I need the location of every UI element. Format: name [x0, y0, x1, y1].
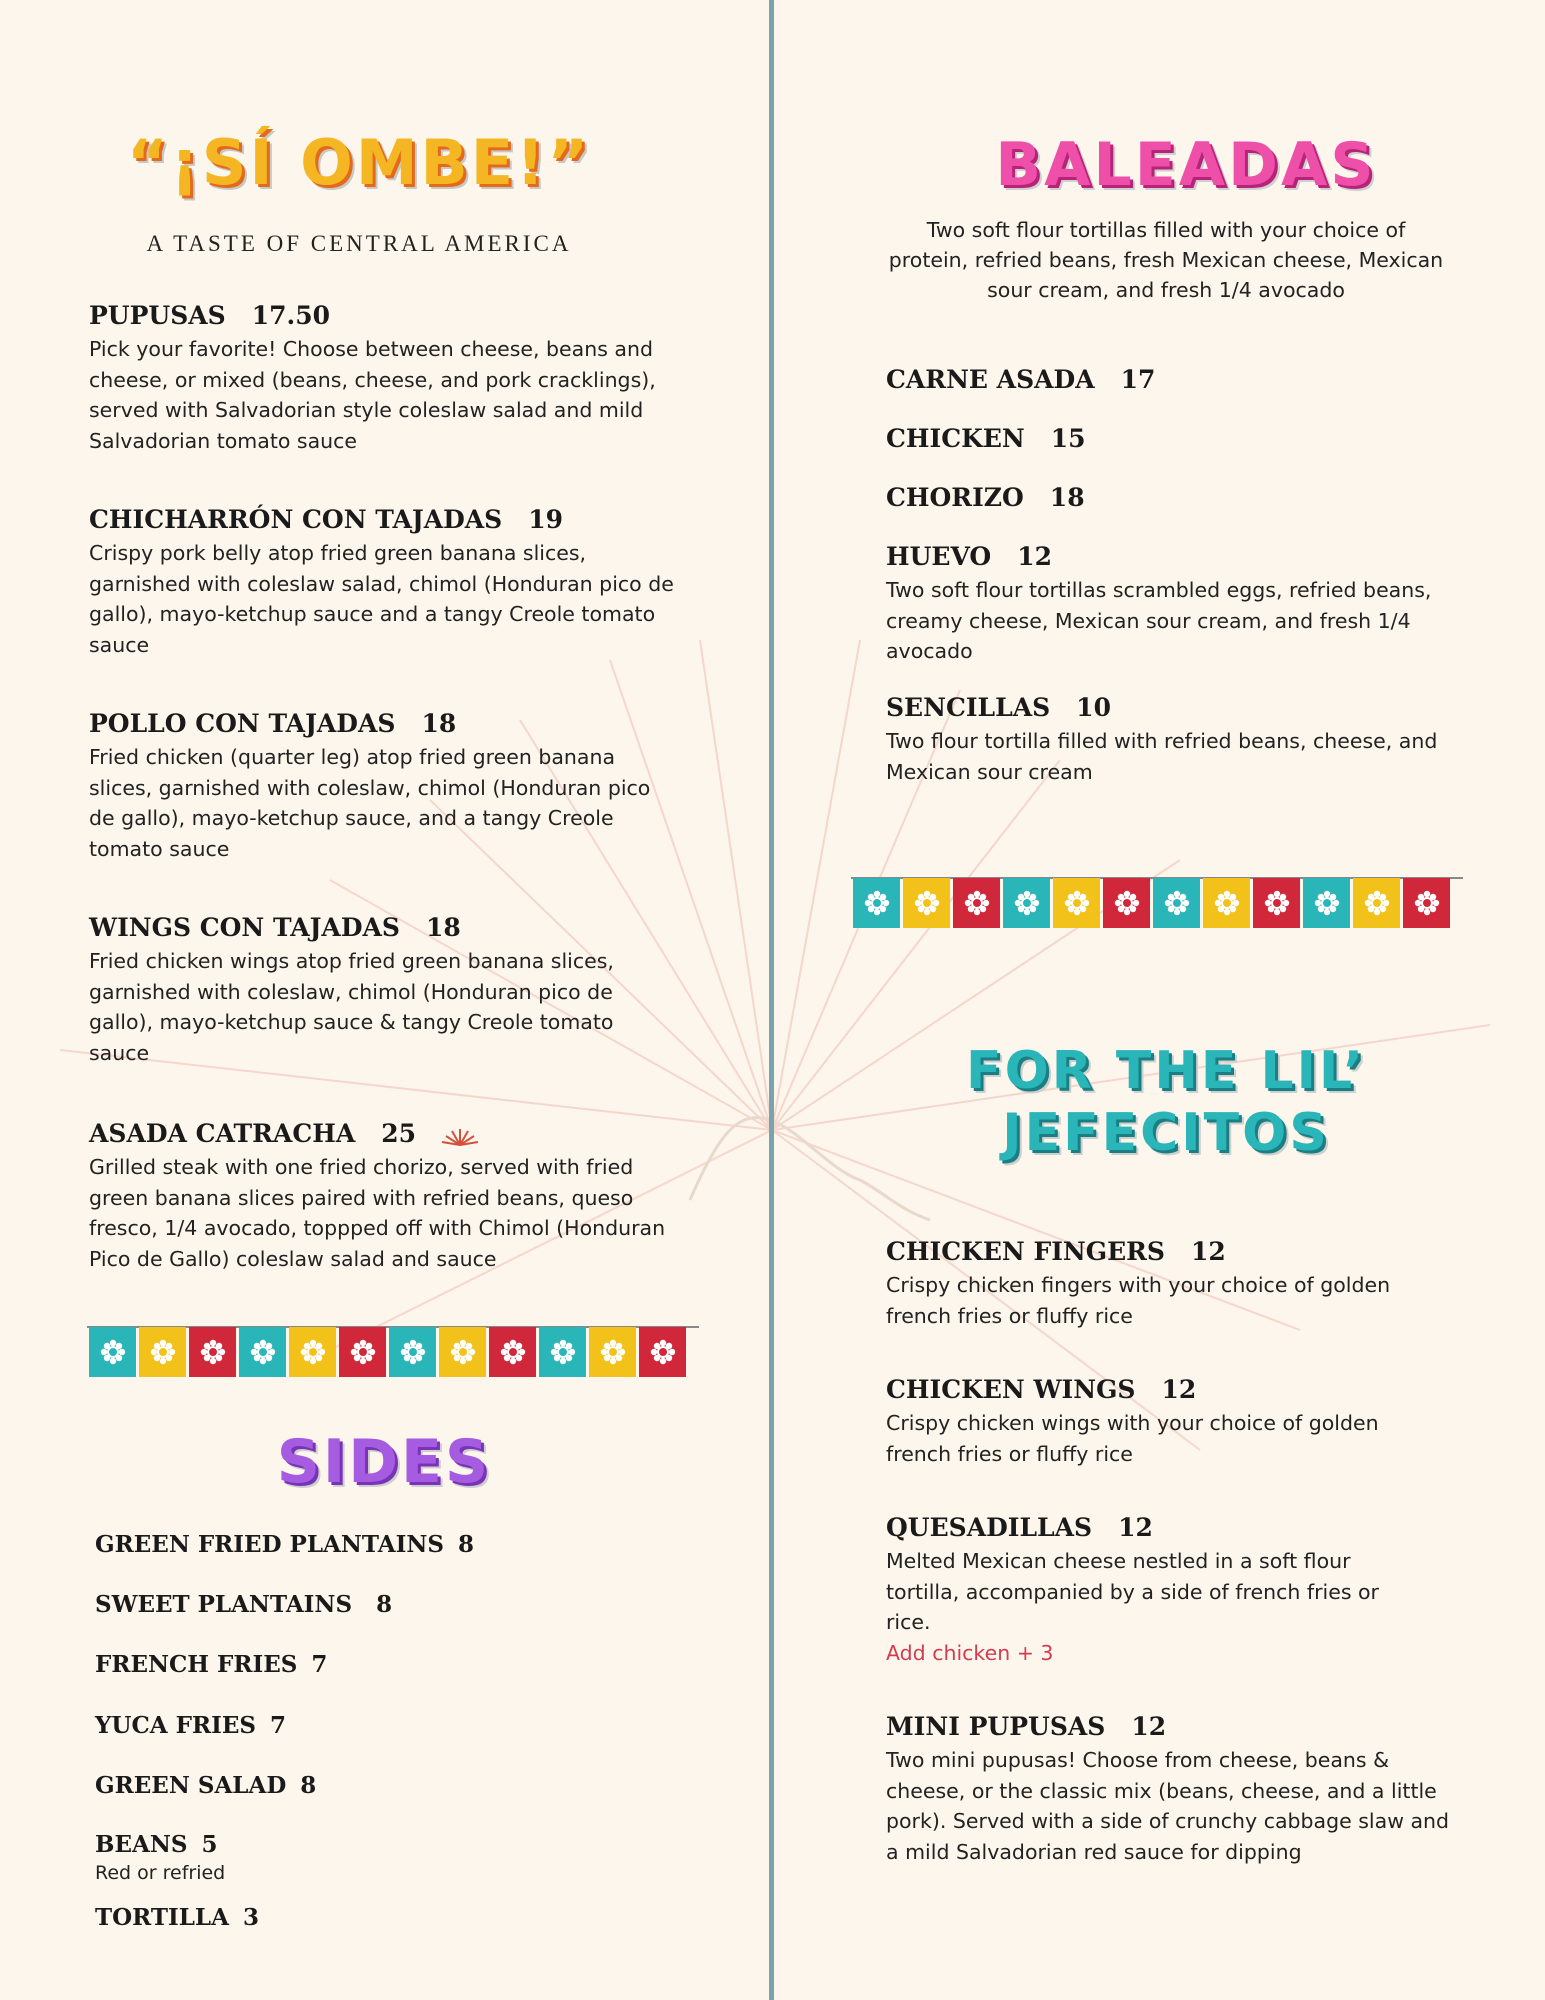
papel-picado-flag [89, 1327, 136, 1377]
kids-item [886, 1236, 1446, 1331]
papel-picado-flag [139, 1327, 186, 1377]
item-price: 12 [1118, 1513, 1153, 1542]
item-price: 25 [381, 1119, 417, 1148]
item-name: WINGS CON TAJADAS [89, 913, 400, 942]
side-price: 8 [376, 1591, 393, 1618]
kids-item [886, 1512, 1426, 1668]
side-item [95, 1772, 316, 1799]
flower-icon [348, 1337, 378, 1367]
papel-picado-banner-left [89, 1327, 686, 1377]
flower-icon [248, 1337, 278, 1367]
papel-picado-flag [1153, 878, 1200, 928]
flower-icon [98, 1337, 128, 1367]
item-name: CHICKEN [886, 424, 1025, 453]
papel-picado-flag [1403, 878, 1450, 928]
papel-picado-flag [189, 1327, 236, 1377]
flower-icon [1412, 888, 1442, 918]
side-name: GREEN SALAD [95, 1772, 287, 1799]
item-name: QUESADILLAS [886, 1513, 1093, 1542]
side-note: Red or refried [95, 1862, 226, 1884]
side-name: FRENCH FRIES [95, 1651, 298, 1678]
menu-item-pollo [89, 708, 659, 864]
item-name: CHICKEN WINGS [886, 1375, 1136, 1404]
side-price: 7 [269, 1712, 286, 1739]
side-item [95, 1531, 474, 1558]
item-description: Pick your favorite! Choose between cheese, beans and cheese, or mixed (beans, cheese, and pork cracklings), served with Salvadorian style coleslaw salad and mild Salvadorian tomato sauce [89, 337, 656, 453]
item-description: Crispy chicken wings with your choice of golden french fries or fluffy rice [886, 1411, 1379, 1466]
side-price: 3 [242, 1904, 259, 1931]
side-item [95, 1712, 286, 1739]
side-price: 5 [201, 1831, 218, 1858]
flower-icon [448, 1337, 478, 1367]
item-price: 12 [1131, 1712, 1167, 1741]
side-item [95, 1591, 392, 1618]
papel-picado-flag [953, 878, 1000, 928]
item-price: 18 [1049, 483, 1085, 512]
papel-picado-flag [903, 878, 950, 928]
papel-picado-flag [1203, 878, 1250, 928]
item-price: 12 [1190, 1237, 1226, 1266]
flower-icon [548, 1337, 578, 1367]
item-description: Fried chicken (quarter leg) atop fried green banana slices, garnished with coleslaw, chimol (Honduran pico de gallo), mayo-ketchup sauce, and a tangy Creole tomato sauce [89, 745, 651, 861]
sunburst-icon [439, 1126, 481, 1146]
side-name: BEANS [95, 1831, 188, 1858]
column-divider [769, 0, 774, 2000]
side-name: TORTILLA [95, 1904, 229, 1931]
menu-item-wings [89, 912, 669, 1068]
item-description: Crispy pork belly atop fried green banana slices, garnished with coleslaw salad, chimol (Honduran pico de gallo), mayo-ketchup sauce and a tangy Creole tomato sauce [89, 541, 674, 657]
side-name: GREEN FRIED PLANTAINS [95, 1531, 444, 1558]
item-name: POLLO CON TAJADAS [89, 709, 396, 738]
papel-picado-banner-right [853, 878, 1450, 928]
papel-picado-flag [339, 1327, 386, 1377]
item-name: CHICHARRÓN CON TAJADAS [89, 505, 503, 534]
papel-picado-flag [489, 1327, 536, 1377]
item-name: ASADA CATRACHA [89, 1119, 356, 1148]
papel-picado-flag [1353, 878, 1400, 928]
papel-picado-flag [1303, 878, 1350, 928]
side-name: SWEET PLANTAINS [95, 1591, 353, 1618]
side-price: 8 [457, 1531, 474, 1558]
papel-picado-flag [1003, 878, 1050, 928]
side-item [95, 1651, 327, 1678]
item-price: 17 [1120, 365, 1156, 394]
item-description: Two soft flour tortillas scrambled eggs, refried beans, creamy cheese, Mexican sour cream, and fresh 1/4 avocado [886, 578, 1432, 663]
baleada-item [886, 364, 1155, 396]
item-description: Crispy chicken fingers with your choice of golden french fries or fluffy rice [886, 1273, 1391, 1328]
flower-icon [1062, 888, 1092, 918]
item-name: MINI PUPUSAS [886, 1712, 1106, 1741]
side-item [95, 1904, 259, 1931]
item-price: 17.50 [251, 301, 331, 330]
papel-picado-flag [239, 1327, 286, 1377]
side-item [95, 1831, 217, 1858]
side-price: 8 [300, 1772, 317, 1799]
item-description: Grilled steak with one fried chorizo, served with fried green banana slices paired with refried beans, queso fresco, 1/4 avocado, toppped off with Chimol (Honduran Pico de Gallo) coleslaw salad and sauce [89, 1155, 666, 1271]
item-description: Two flour tortilla filled with refried beans, cheese, and Mexican sour cream [886, 729, 1438, 784]
baleada-item [886, 482, 1085, 514]
flower-icon [1162, 888, 1192, 918]
papel-picado-flag [539, 1327, 586, 1377]
item-name: CHORIZO [886, 483, 1024, 512]
item-price: 18 [421, 709, 457, 738]
kids-title-line1: FOR THE LIL’ [966, 1041, 1366, 1101]
item-name: HUEVO [886, 542, 992, 571]
add-chicken-note: Add chicken + 3 [886, 1640, 1054, 1665]
brand-title: “¡SÍ OMBE!” [126, 126, 592, 199]
flower-icon [298, 1337, 328, 1367]
flower-icon [1112, 888, 1142, 918]
flower-icon [962, 888, 992, 918]
item-price: 19 [528, 505, 564, 534]
item-price: 12 [1161, 1375, 1197, 1404]
item-description: Melted Mexican cheese nestled in a soft flour tortilla, accompanied by a side of french fries or rice. [886, 1549, 1379, 1634]
menu-item-chicharron [89, 504, 679, 660]
flower-icon [598, 1337, 628, 1367]
item-price: 12 [1017, 542, 1053, 571]
side-price: 7 [311, 1651, 328, 1678]
flower-icon [648, 1337, 678, 1367]
papel-picado-flag [853, 878, 900, 928]
item-description: Two mini pupusas! Choose from cheese, beans & cheese, or the classic mix (beans, cheese, and a little pork). Served with a side of crunchy cabbage slaw and a mild Salvadorian red sauce for dipping [886, 1748, 1450, 1864]
tagline: A TASTE OF CENTRAL AMERICA [146, 231, 572, 256]
side-name: YUCA FRIES [95, 1712, 256, 1739]
baleada-item [886, 423, 1086, 455]
item-description: Fried chicken wings atop fried green banana slices, garnished with coleslaw, chimol (Honduran pico de gallo), mayo-ketchup sauce & tangy Creole tomato sauce [89, 949, 614, 1065]
baleada-item [886, 692, 1456, 787]
flower-icon [198, 1337, 228, 1367]
baleada-item [886, 541, 1446, 667]
item-name: CHICKEN FINGERS [886, 1237, 1165, 1266]
flower-icon [498, 1337, 528, 1367]
kids-title [886, 1040, 1446, 1164]
flower-icon [1362, 888, 1392, 918]
item-price: 18 [425, 913, 461, 942]
item-name: CARNE ASADA [886, 365, 1095, 394]
flower-icon [148, 1337, 178, 1367]
flower-icon [398, 1337, 428, 1367]
item-name: SENCILLAS [886, 693, 1051, 722]
kids-item [886, 1711, 1461, 1867]
papel-picado-flag [589, 1327, 636, 1377]
papel-picado-flag [639, 1327, 686, 1377]
menu-item-pupusas [89, 300, 669, 456]
flower-icon [1312, 888, 1342, 918]
flower-icon [862, 888, 892, 918]
item-name: PUPUSAS [89, 301, 226, 330]
flower-icon [912, 888, 942, 918]
baleadas-intro: Two soft flour tortillas filled with your choice of protein, refried beans, fresh Mexican cheese, Mexican sour cream, and fresh 1/4 avocado [888, 218, 1444, 302]
papel-picado-flag [389, 1327, 436, 1377]
flower-icon [1012, 888, 1042, 918]
item-price: 15 [1050, 424, 1086, 453]
sides-title: SIDES [276, 1427, 492, 1497]
item-price: 10 [1076, 693, 1111, 722]
menu-item-asada [89, 1118, 679, 1274]
flower-icon [1262, 888, 1292, 918]
papel-picado-flag [1103, 878, 1150, 928]
papel-picado-flag [1053, 878, 1100, 928]
kids-title-line2: JEFECITOS [1002, 1103, 1330, 1163]
kids-item [886, 1374, 1446, 1469]
papel-picado-flag [1253, 878, 1300, 928]
baleadas-title: BALEADAS [995, 130, 1377, 200]
flower-icon [1212, 888, 1242, 918]
papel-picado-flag [289, 1327, 336, 1377]
papel-picado-flag [439, 1327, 486, 1377]
